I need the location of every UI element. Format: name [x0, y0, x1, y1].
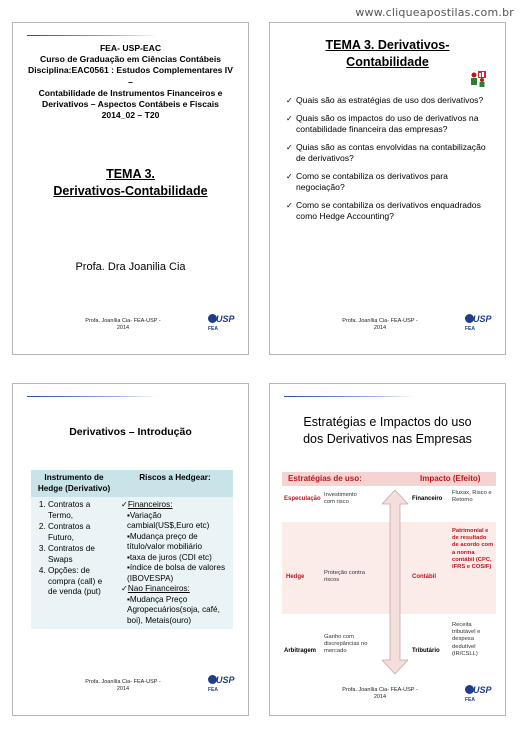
- strategy-description: Ganho com discrepâncias no mercado: [324, 634, 368, 655]
- list-item: índice de bolsa de valores (IBOVESPA): [127, 563, 226, 583]
- author: Profa. Dra Joanilia Cia: [75, 261, 186, 273]
- list-item: Mudança preço de título/valor mobiliário: [127, 531, 203, 551]
- header-line: Contabilidade de Instrumentos Financeiros e: [38, 87, 223, 98]
- question-list: [286, 95, 495, 229]
- people-chart-icon: [469, 69, 487, 87]
- title-line: Derivativos-Contabilidade: [53, 184, 208, 198]
- header-line: FEA- USP-EAC: [99, 43, 162, 53]
- list-item: ✓ Quais são os impactos do uso de derivativos na contabilidade financeira das empresas?: [286, 113, 495, 136]
- strategy-description: Proteção contra riscos: [324, 570, 365, 584]
- list-item: 4. Opções: de compra (call) e de venda (put): [48, 566, 113, 598]
- slide-footer: Profa. Joanília Cia- FEA-USP - 2014: [85, 318, 161, 331]
- strategy-label: Arbitragem: [284, 648, 317, 654]
- usp-logo: USP FEA: [208, 675, 235, 693]
- slide-footer: Profa. Joanília Cia- FEA-USP - 2014: [342, 687, 418, 700]
- header-line: 2014_02 – T20: [101, 110, 160, 121]
- header-line: Disciplina:EAC0561 : Estudos Complementares IV –: [28, 65, 233, 87]
- impact-label: Financeiro: [412, 496, 443, 502]
- title-line: TEMA 3.: [106, 167, 155, 181]
- strategy-label: Especulação: [284, 496, 321, 502]
- slide-4: [269, 383, 506, 716]
- category-label: Nao Financeiros:: [127, 584, 190, 593]
- usp-logo: USP FEA: [208, 314, 235, 332]
- slide-top-rule: [284, 396, 414, 397]
- list-item: ✓ Como se contabiliza os derivativos enquadrados como Hedge Accounting?: [286, 200, 495, 223]
- slide-footer: Profa. Joanília Cia- FEA-USP - 2014: [85, 679, 161, 692]
- usp-logo: USP FEA: [465, 685, 492, 703]
- slide-2: [269, 22, 506, 355]
- diagram-header: [282, 472, 496, 486]
- usp-logo: USP FEA: [465, 314, 492, 332]
- list-item: taxa de juros (CDI etc): [129, 552, 212, 562]
- list-item: ✓ Quias são as contas envolvidas na contabilização de derivativos?: [286, 142, 495, 165]
- table-header: Instrumento de Hedge (Derivativo): [31, 470, 117, 497]
- slide-title: Derivativos – Introdução: [69, 426, 192, 438]
- list-item: 1. Contratos a Termo,: [48, 500, 113, 521]
- impact-effect: Receita tributável e despesa dedutível (IR/CSLL): [452, 622, 481, 657]
- hedge-table: [31, 470, 233, 629]
- strategy-label: Hedge: [286, 574, 305, 580]
- header-line: Curso de Graduação em Ciências Contábeis: [39, 54, 221, 65]
- slide-1: [12, 22, 249, 355]
- strategy-impact-diagram: [282, 472, 496, 678]
- list-item: 3. Contratos de Swaps: [48, 544, 113, 565]
- slide-3: [12, 383, 249, 716]
- strategy-description: Investimento com risco: [324, 492, 357, 506]
- list-item: Variação cambial(US$,Euro etc): [127, 510, 210, 530]
- impact-label: Tributário: [412, 648, 440, 654]
- watermark-url: www.cliqueapostilas.com.br: [355, 6, 514, 19]
- list-item: 2. Contratos a Futuro,: [48, 522, 113, 543]
- impact-effect: Fluxax, Risco e Retorno: [452, 490, 492, 504]
- impact-header: Impacto (Efeito): [420, 474, 481, 483]
- list-item: ✓ Como se contabiliza os derivativos para negociação?: [286, 171, 495, 194]
- impact-label: Contábil: [412, 574, 436, 580]
- list-item: ✓ Quais são as estratégias de uso dos derivativos?: [286, 95, 495, 107]
- impact-effect: Patrimonial e de resultado de acordo com a norma contábil (CPC, IFRS e COSIF): [452, 528, 494, 571]
- slide-title: [27, 166, 234, 200]
- header-line: Derivativos – Aspectos Contábeis e Fiscais: [42, 99, 219, 110]
- double-arrow-icon: [382, 490, 408, 674]
- slide-top-rule: [27, 396, 157, 397]
- slide-title: TEMA 3. Derivativos- Contabilidade: [325, 38, 450, 69]
- table-header: Riscos a Hedgear:: [117, 470, 233, 497]
- slide-footer: Profa. Joanília Cia- FEA-USP - 2014: [342, 318, 418, 331]
- table-cell: ✓Financeiros: ▪Variação cambial(US$,Euro etc) ▪Mudança preço de título/valor mobiliário ▪taxa de juros (CDI etc) ▪índice de bolsa de valores (IBOVESPA) ✓Nao Financeiros: ▪Mudança Preço Agropecuários(soja, café, boi), Metais(ouro): [117, 497, 233, 629]
- slide-top-rule: [27, 35, 157, 36]
- category-label: Financeiros:: [127, 500, 173, 509]
- strategies-header: Estratégias de uso:: [288, 474, 362, 483]
- course-header: [27, 43, 234, 121]
- slide-title: Estratégias e Impactos do uso dos Derivativos nas Empresas: [303, 415, 472, 446]
- list-item: Mudança Preço Agropecuários(soja, café, boi), Metais(ouro): [127, 594, 220, 625]
- table-cell: [31, 497, 117, 629]
